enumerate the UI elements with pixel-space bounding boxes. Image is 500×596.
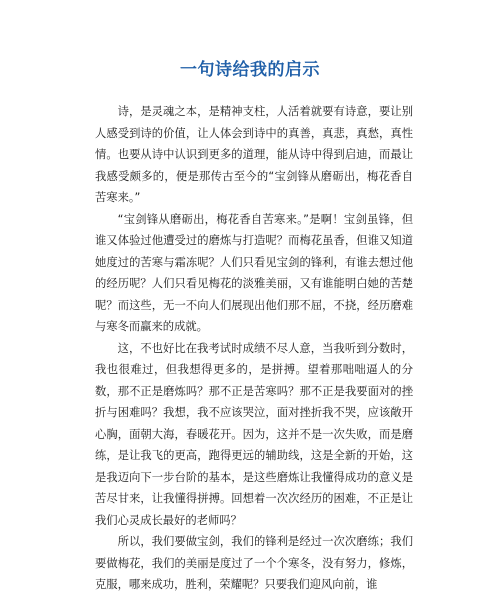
document-title: 一句诗给我的启示 xyxy=(180,60,320,80)
document-body xyxy=(95,101,413,596)
paragraph-2: “宝剑锋从磨砺出，梅花香自苦寒来。”是啊！宝剑虽锋，但谁又体验过他遭受过的磨炼与打造呢？而梅花虽香，但谁又知道她度过的苦寒与霜冻呢？人们只看见宝剑的锋利，有谁去想过他的经历呢？人们只看见梅花的淡雅美丽，又有谁能明白她的苦楚呢？而这些，无一不向人们展现出他们那不屈，不挠，经历磨难与寒冬而赢来的成就。 xyxy=(95,212,413,333)
paragraph-1: 诗，是灵魂之本，是精神支柱，人活着就要有诗意，要让别人感受到诗的价值，让人体会到诗中的真善，真悲，真愁，真性情。也要从诗中认识到更多的道理，能从诗中得到启迪，而最让我感受颇多的，便是那传古至今的“宝剑锋从磨砺出，梅花香自苦寒来。” xyxy=(95,105,413,204)
paragraph-4: 所以，我们要做宝剑，我们的锋利是经过一次次磨练；我们要做梅花，我们的美丽是度过了一个个寒冬，没有努力，修炼，克服，哪来成功，胜利，荣耀呢？只要我们迎风向前，谁 xyxy=(95,535,413,591)
paragraph-3: 这，不也好比在我考试时成绩不尽人意，当我听到分数时，我也很难过，但我想得更多的，是拼搏。望着那咄咄逼人的分数，那不正是磨炼吗？那不正是苦寒吗？那不正是我要面对的挫折与困难吗？我想，我不应该哭泣，面对挫折我不哭，应该敞开心胸，面朝大海，春暖花开。因为，这并不是一次失败，而是磨练，是让我飞的更高，跑得更远的辅助线，这是全新的开始，这是我迈向下一步台阶的基本，是这些磨炼让我懂得成功的意义是苦尽甘来，让我懂得拼搏。回想着一次次经历的困难，不正是让我们心灵成长最好的老师吗？ xyxy=(95,341,413,527)
